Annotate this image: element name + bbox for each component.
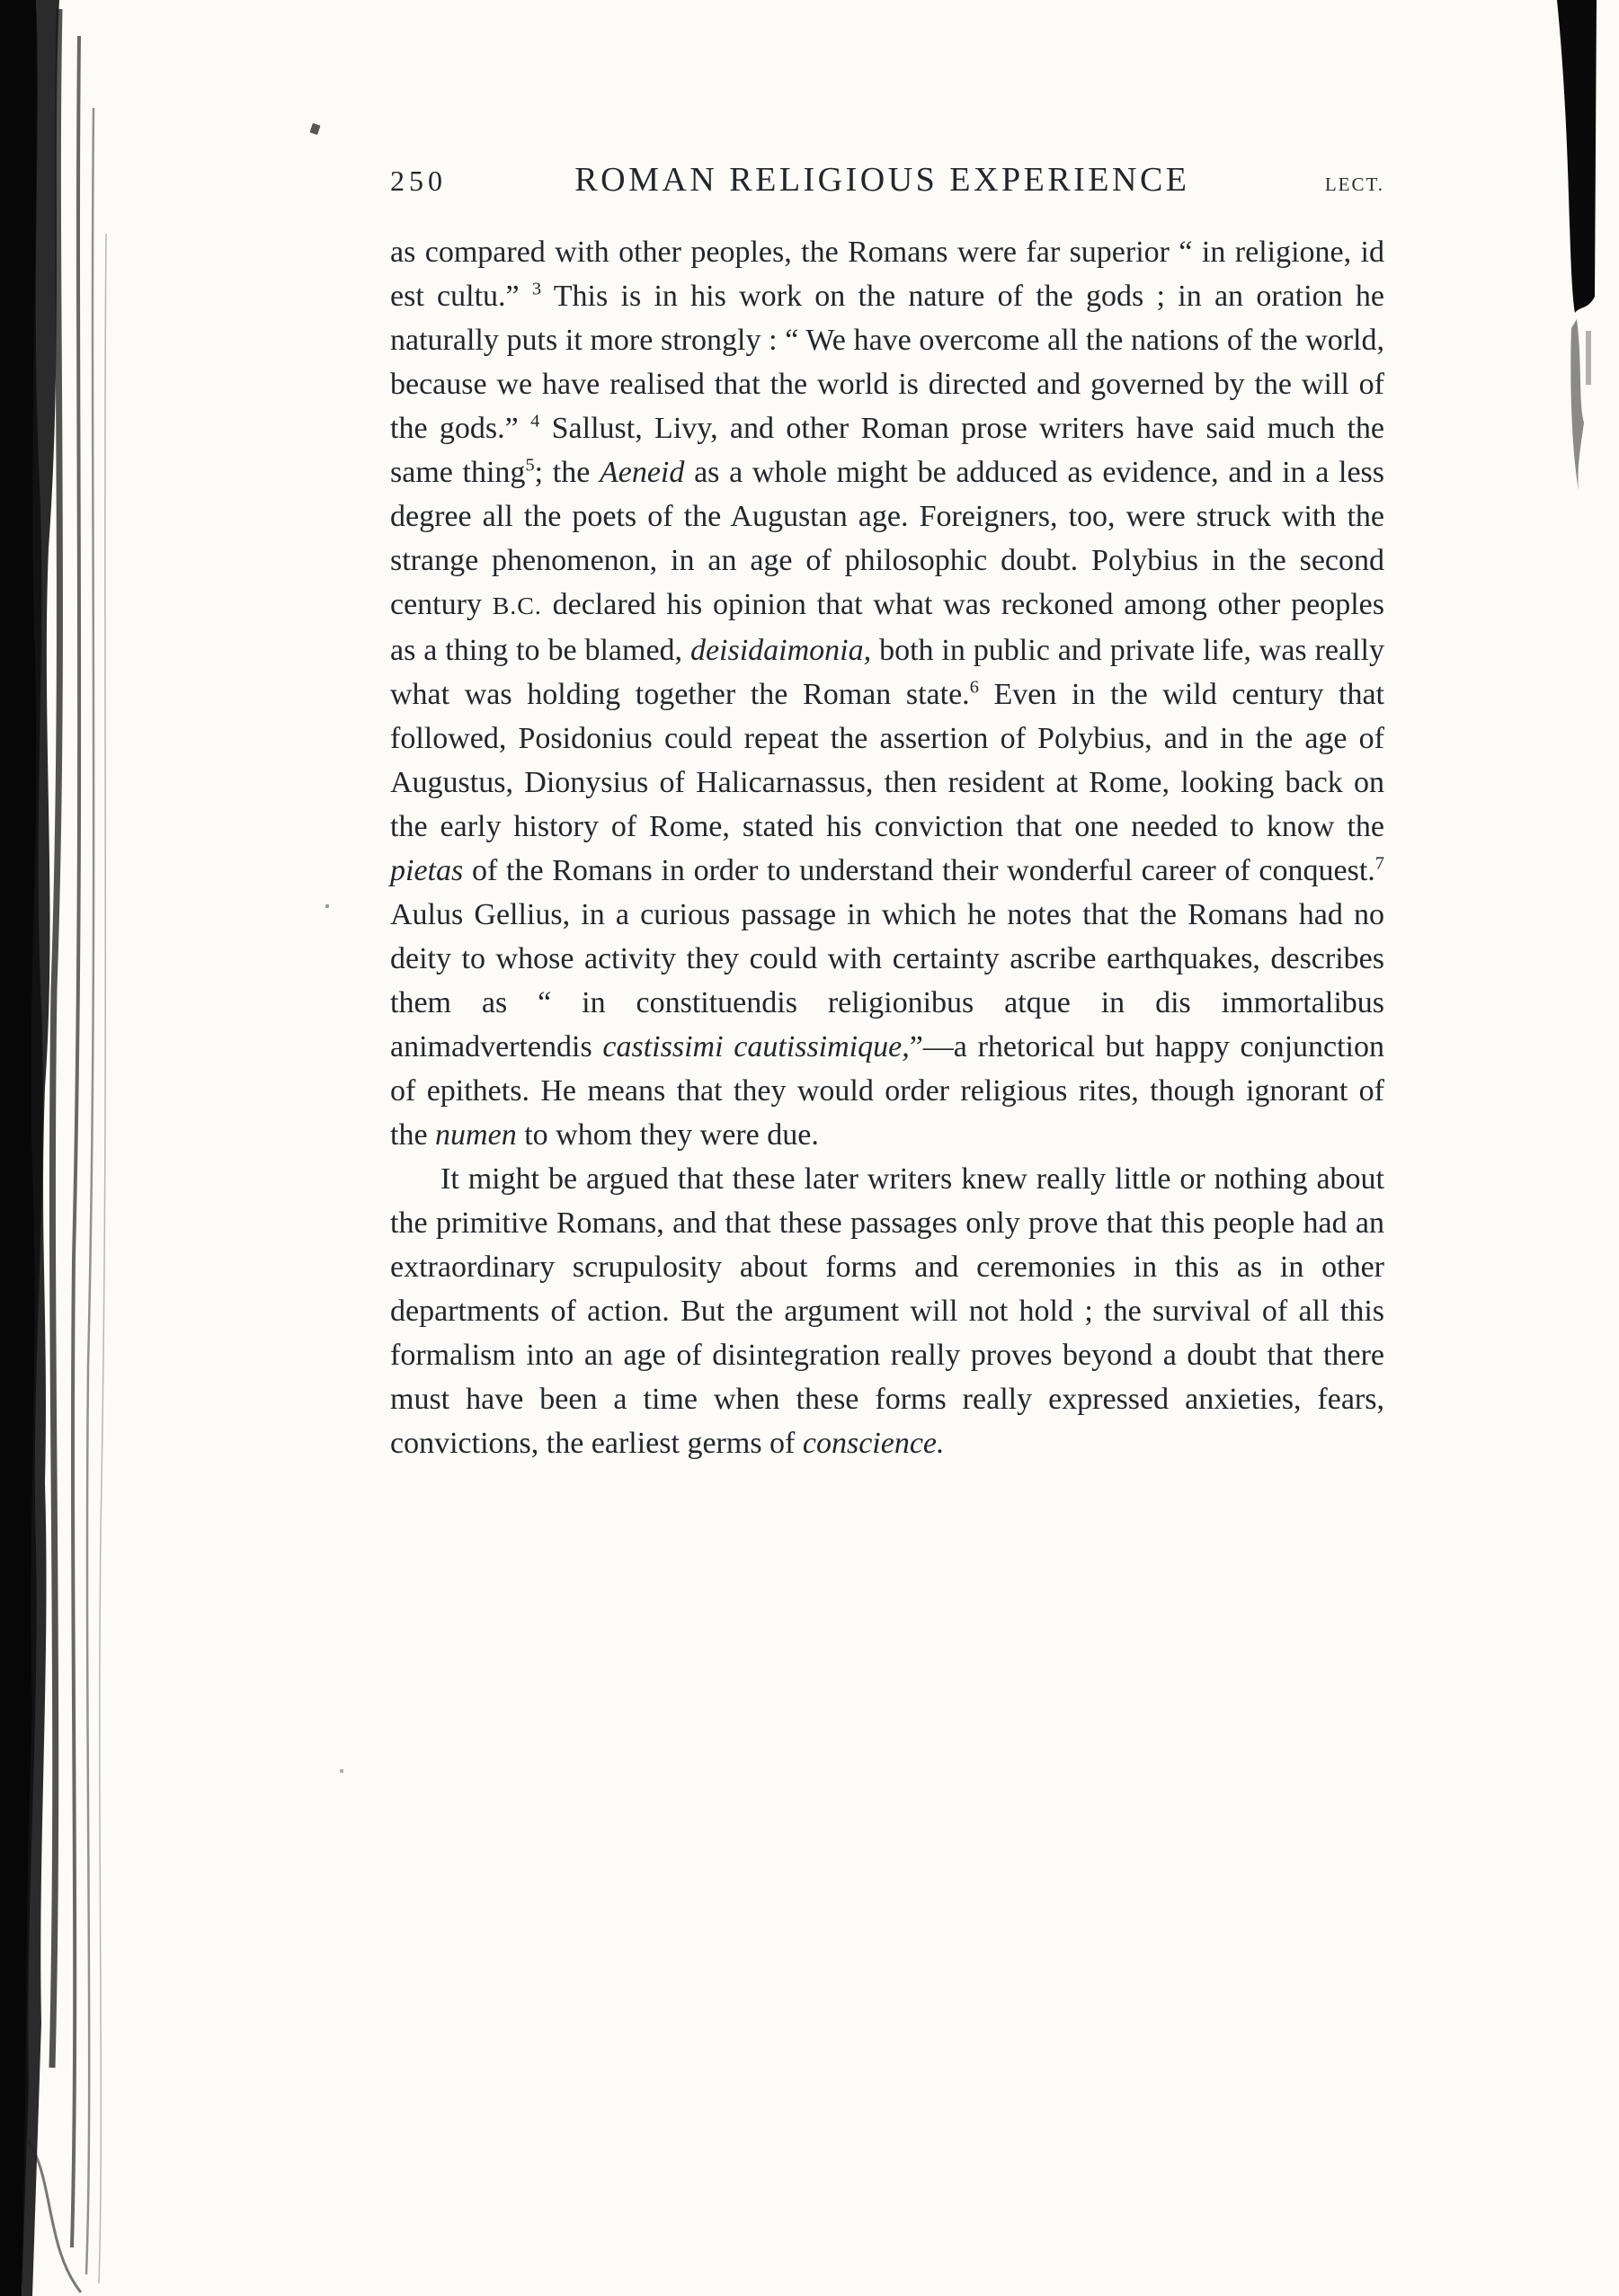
ink-speck xyxy=(310,123,321,135)
page-number: 250 xyxy=(390,165,447,197)
text-segment: Aeneid xyxy=(599,456,685,489)
text-segment: conscience. xyxy=(802,1427,945,1460)
scan-edge-artifact xyxy=(1544,0,1607,539)
ink-speck xyxy=(325,904,329,908)
page-body xyxy=(390,230,1384,1465)
running-title: ROMAN RELIGIOUS EXPERIENCE xyxy=(574,161,1190,199)
text-segment: This is in his work on the nature of the gods ; in an oration he naturally puts it more strongly : “ We have overcome all the nations of the world, because we have realised that the world is directed and governed by the will of the gods.” xyxy=(390,280,1385,445)
text-segment: Aulus Gellius, in a curious passage in which he notes that the Romans had no deity to whose activity they could with certainty ascribe earthquakes, describes them as “ in constituendis religionibus atque in dis immortalibus animadvertendis xyxy=(390,898,1384,1063)
footnote-reference: 5 xyxy=(525,455,535,476)
text-segment: pietas xyxy=(390,854,464,887)
text-segment: Even in the wild century that followed, Posidonius could repeat the assertion of Polybius, and in the age of Augustus, Dionysius of Halicarnassus, then resident at Rome, looking back on the early history of Rome, stated his conviction that one needed to know the xyxy=(390,678,1384,843)
text-segment: deisidaimonia, xyxy=(689,634,872,667)
text-segment: B.C. xyxy=(492,592,542,620)
footnote-reference: 4 xyxy=(530,411,540,432)
text-segment: to whom they were due. xyxy=(516,1118,819,1152)
gutter-shadow-graphic xyxy=(0,0,121,2296)
text-segment: ”—a rhetorical but happy conjunction of epithets. He means that they would order religious rites, though ignorant of the xyxy=(390,1030,1385,1152)
paragraph xyxy=(390,230,1384,1157)
footnote-reference: 6 xyxy=(969,677,979,698)
text-segment: numen xyxy=(435,1118,517,1152)
text-segment: It might be argued that these later writers knew really little or nothing about the primitive Romans, and that these passages only prove that this people had an extraordinary scrupulosity about forms and ceremonies in this as in other departments of action. But the argument will not hold ; the survival of all this formalism into an age of disintegration really proves beyond a doubt that there must have been a time when these forms really expressed anxieties, fears, convictions, the earliest germs of xyxy=(390,1162,1384,1460)
text-segment: of the Romans in order to understand their wonderful career of conquest. xyxy=(463,854,1375,887)
text-segment: as a whole might be adduced as evidence, and in a less degree all the poets of the Augustan age. Foreigners, too, were struck with the strange phenomenon, in an age of philosophic doubt. Polybius in the second century xyxy=(390,456,1384,621)
text-segment: Sallust, Livy, and other Roman prose writers have said much the same thing xyxy=(390,412,1385,489)
page-content xyxy=(390,160,1384,1465)
header-right-label: LECT. xyxy=(1324,174,1384,195)
text-segment: castissimi cautissimique, xyxy=(602,1030,910,1063)
scan-gutter-artifact xyxy=(0,0,121,2296)
edge-blob-graphic xyxy=(1544,0,1607,539)
text-segment: ; the xyxy=(534,456,600,489)
paragraph xyxy=(390,1157,1384,1465)
text-segment: as compared with other peoples, the Romans were far superior “ in religione, id est cultu.” xyxy=(390,236,1384,313)
page-header xyxy=(390,160,1384,200)
text-segment: declared his opinion that what was reckoned among other peoples as a thing to be blamed, xyxy=(390,588,1384,667)
text-segment: both in public and private life, was really what was holding together the Roman state. xyxy=(390,634,1384,711)
footnote-reference: 7 xyxy=(1374,853,1384,874)
footnote-reference: 3 xyxy=(531,279,542,299)
ink-speck xyxy=(340,1769,343,1773)
